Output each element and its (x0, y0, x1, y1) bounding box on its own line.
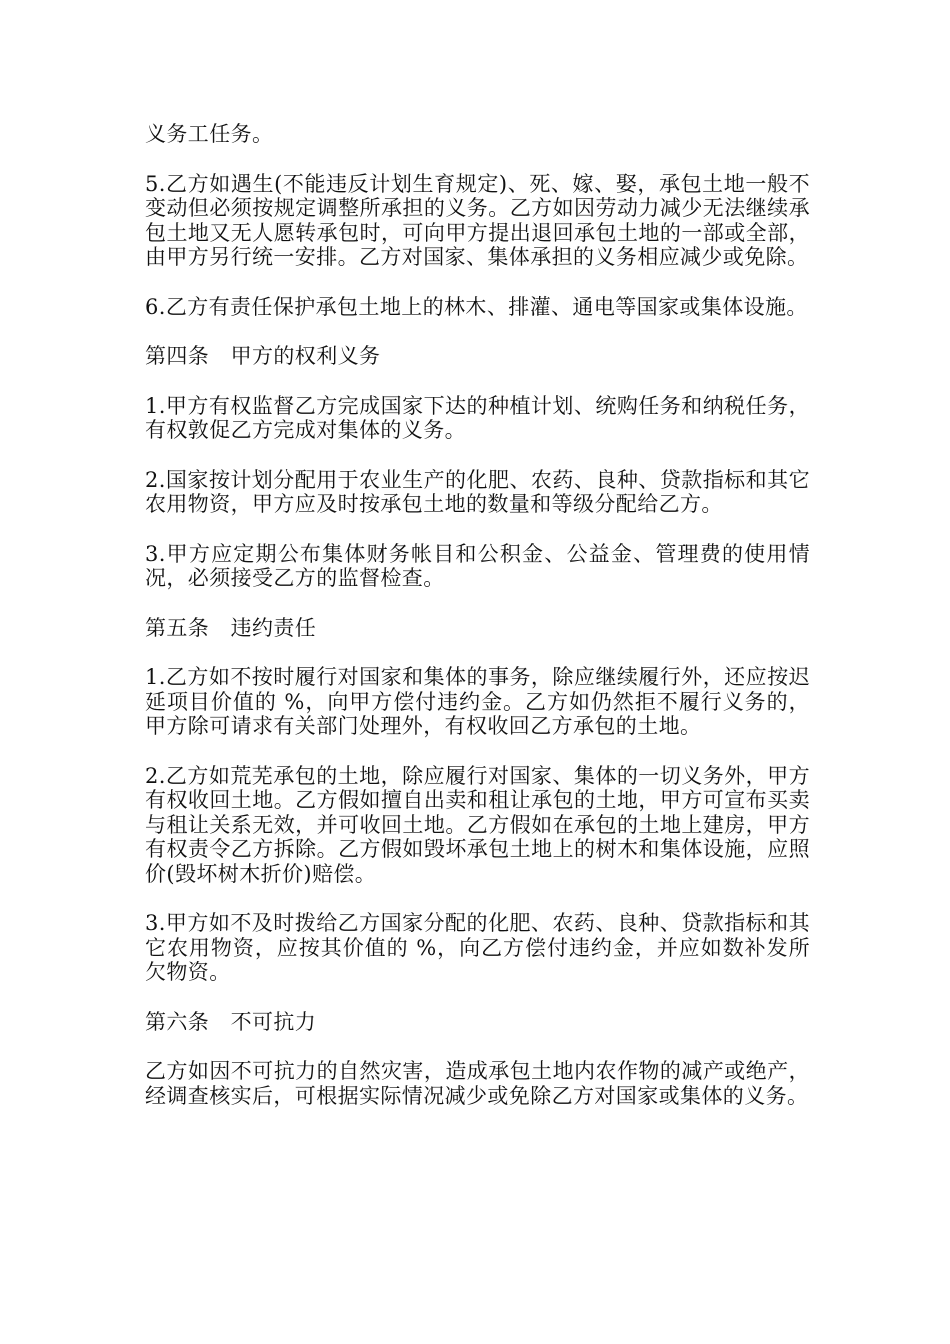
section-heading: 第五条 违约责任 (145, 615, 317, 640)
paragraph: 1.甲方有权监督乙方完成国家下达的种植计划、统购任务和纳税任务，有权敦促乙方完成对集体的义务。 (145, 393, 810, 442)
paragraph: 2.乙方如荒芜承包的土地，除应履行对国家、集体的一切义务外，甲方有权收回土地。乙方假如擅自出卖和租让承包的土地，甲方可宣布买卖与租让关系无效，并可收回土地。乙方假如在承包的土地上建房，甲方有权责令乙方拆除。乙方假如毁坏承包土地上的树木和集体设施，应照价(毁坏树木折价)赔偿。 (145, 763, 810, 886)
paragraph: 2.国家按计划分配用于农业生产的化肥、农药、良种、贷款指标和其它农用物资，甲方应及时按承包土地的数量和等级分配给乙方。 (145, 467, 810, 516)
paragraph: 6.乙方有责任保护承包土地上的林木、排灌、通电等国家或集体设施。 (145, 294, 808, 319)
paragraph: 3.甲方如不及时拨给乙方国家分配的化肥、农药、良种、贷款指标和其它农用物资，应按其价值的 %，向乙方偿付违约金，并应如数补发所欠物资。 (145, 911, 810, 984)
section-heading: 第六条 不可抗力 (145, 1009, 317, 1034)
paragraph: 义务工任务。 (145, 122, 274, 146)
paragraph: 3.甲方应定期公布集体财务帐目和公积金、公益金、管理费的使用情况，必须接受乙方的监督检查。 (145, 541, 810, 590)
section-heading: 第四条 甲方的权利义务 (145, 344, 381, 368)
document-body (145, 122, 810, 1133)
paragraph: 1.乙方如不按时履行对国家和集体的事务，除应继续履行外，还应按迟延项目价值的 %，向甲方偿付违约金。乙方如仍然拒不履行义务的，甲方除可请求有关部门处理外，有权收回乙方承包的土地。 (145, 665, 810, 738)
paragraph: 乙方如因不可抗力的自然灾害，造成承包土地内农作物的减产或绝产，经调查核实后，可根据实际情况减少或免除乙方对国家或集体的义务。 (145, 1059, 810, 1108)
paragraph: 5.乙方如遇生(不能违反计划生育规定)、死、嫁、娶，承包土地一般不变动但必须按规定调整所承担的义务。乙方如因劳动力减少无法继续承包土地又无人愿转承包时，可向甲方提出退回承包土地的一部或全部，由甲方另行统一安排。乙方对国家、集体承担的义务相应减少或免除。 (145, 171, 810, 269)
